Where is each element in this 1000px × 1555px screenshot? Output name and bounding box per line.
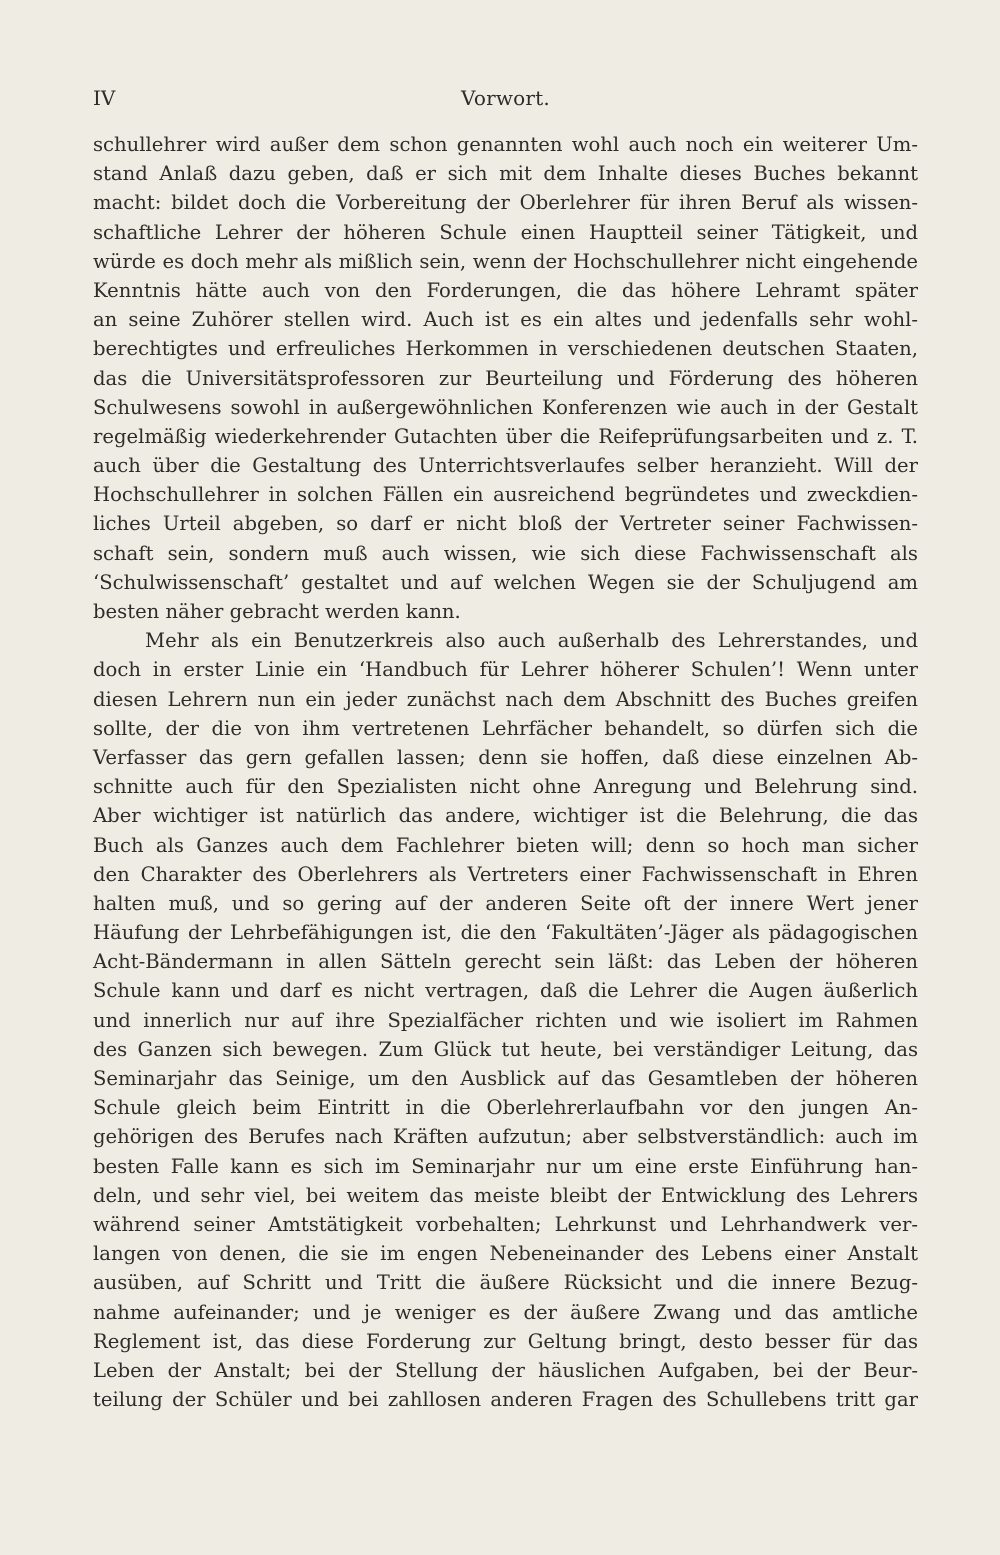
text-line: Schule gleich beim Eintritt in die Oberlehrerlaufbahn vor den jungen An-: [93, 1096, 918, 1120]
paragraph-end-line: besten näher gebracht werden kann.: [93, 600, 461, 623]
text-line: Reglement ist, das diese Forderung zur Geltung bringt, desto besser für das: [93, 1329, 918, 1353]
text-line: besten Falle kann es sich im Seminarjahr nur um eine erste Einführung han-: [93, 1154, 918, 1178]
text-line: Seminarjahr das Seinige, um den Ausblick auf das Gesamtleben der höheren: [93, 1067, 918, 1090]
text-line: berechtigtes und erfreuliches Herkommen in verschiedenen deutschen Staaten,: [93, 337, 918, 361]
text-line: liches Urteil abgeben, so darf er nicht bloß der Vertreter seiner Fachwissen-: [93, 512, 918, 536]
text-line: an seine Zuhörer stellen wird. Auch ist es ein altes und jedenfalls sehr wohl-: [93, 308, 918, 332]
text-line: schaftliche Lehrer der höheren Schule einen Hauptteil seiner Tätigkeit, und: [93, 220, 918, 244]
text-line: und innerlich nur auf ihre Spezialfächer richten und wie isoliert im Rahmen: [93, 1008, 918, 1032]
text-line: teilung der Schüler und bei zahllosen anderen Fragen des Schullebens tritt gar: [93, 1388, 918, 1412]
text-line: nahme aufeinander; und je weniger es der äußere Zwang und das amtliche: [93, 1300, 918, 1324]
paragraph-start-line: Mehr als ein Benutzerkreis also auch außerhalb des Lehrerstandes, und: [145, 629, 918, 653]
text-line: das die Universitätsprofessoren zur Beurteilung und Förderung des höheren: [93, 366, 918, 390]
text-line: Hochschullehrer in solchen Fällen ein ausreichend begründetes und zweckdien-: [93, 483, 918, 507]
text-line: Acht-Bändermann in allen Sätteln gerecht sein läßt: das Leben der höheren: [93, 950, 918, 974]
text-line: schaft sein, sondern muß auch wissen, wie sich diese Fachwissenschaft als: [93, 541, 918, 565]
text-line: würde es doch mehr als mißlich sein, wenn der Hochschullehrer nicht eingehende: [93, 249, 918, 273]
text-line: schnitte auch für den Spezialisten nicht ohne Anregung und Belehrung sind.: [93, 775, 918, 799]
text-line: Buch als Ganzes auch dem Fachlehrer bieten will; denn so hoch man sicher: [93, 833, 918, 857]
text-line: gehörigen des Berufes nach Kräften aufzutun; aber selbstverständlich: auch im: [93, 1125, 918, 1149]
text-line: macht: bildet doch die Vorbereitung der Oberlehrer für ihren Beruf als wissen-: [93, 191, 918, 215]
page-header: [93, 86, 918, 116]
text-line: während seiner Amtstätigkeit vorbehalten; Lehrkunst und Lehrhandwerk ver-: [93, 1212, 918, 1236]
text-line: stand Anlaß dazu geben, daß er sich mit dem Inhalte dieses Buches bekannt: [93, 162, 918, 186]
text-line: ‘Schulwissenschaft’ gestaltet und auf welchen Wegen sie der Schuljugend am: [93, 570, 918, 594]
text-line: auch über die Gestaltung des Unterrichtsverlaufes selber heranzieht. Will der: [93, 454, 918, 478]
text-line: Verfasser das gern gefallen lassen; denn sie hoffen, daß diese einzelnen Ab-: [93, 745, 918, 769]
text-line: diesen Lehrern nun ein jeder zunächst nach dem Abschnitt des Buches greifen: [93, 687, 918, 711]
page-number: IV: [93, 86, 116, 110]
text-line: Kenntnis hätte auch von den Forderungen, die das höhere Lehramt später: [93, 278, 918, 302]
text-line: ausüben, auf Schritt und Tritt die äußere Rücksicht und die innere Bezug-: [93, 1271, 918, 1295]
text-line: schullehrer wird außer dem schon genannten wohl auch noch ein weiterer Um-: [93, 133, 918, 156]
body-text: [93, 130, 918, 1414]
text-line: langen von denen, die sie im engen Nebeneinander des Lebens einer Anstalt: [93, 1242, 918, 1266]
text-line: Leben der Anstalt; bei der Stellung der häuslichen Aufgaben, bei der Beur-: [93, 1358, 918, 1382]
text-line: halten muß, und so gering auf der anderen Seite oft der innere Wert jener: [93, 891, 918, 915]
running-head: Vorwort.: [461, 86, 550, 110]
text-line: Schulwesens sowohl in außergewöhnlichen Konferenzen wie auch in der Gestalt: [93, 395, 918, 419]
text-line: des Ganzen sich bewegen. Zum Glück tut heute, bei verständiger Leitung, das: [93, 1037, 918, 1061]
text-line: sollte, der die von ihm vertretenen Lehrfächer behandelt, so dürfen sich die: [93, 716, 918, 740]
text-line: doch in erster Linie ein ‘Handbuch für Lehrer höherer Schulen’! Wenn unter: [93, 658, 918, 682]
text-line: regelmäßig wiederkehrender Gutachten über die Reifeprüfungsarbeiten und z. T.: [93, 424, 918, 448]
text-line: Schule kann und darf es nicht vertragen, daß die Lehrer die Augen äußerlich: [93, 979, 918, 1003]
text-line: deln, und sehr viel, bei weitem das meiste bleibt der Entwicklung des Lehrers: [93, 1183, 918, 1207]
text-line: den Charakter des Oberlehrers als Vertreters einer Fachwissenschaft in Ehren: [93, 862, 918, 886]
text-line: Häufung der Lehrbefähigungen ist, die den ‘Fakultäten’-Jäger als pädagogischen: [93, 921, 918, 945]
text-line: Aber wichtiger ist natürlich das andere, wichtiger ist die Belehrung, die das: [93, 804, 918, 828]
